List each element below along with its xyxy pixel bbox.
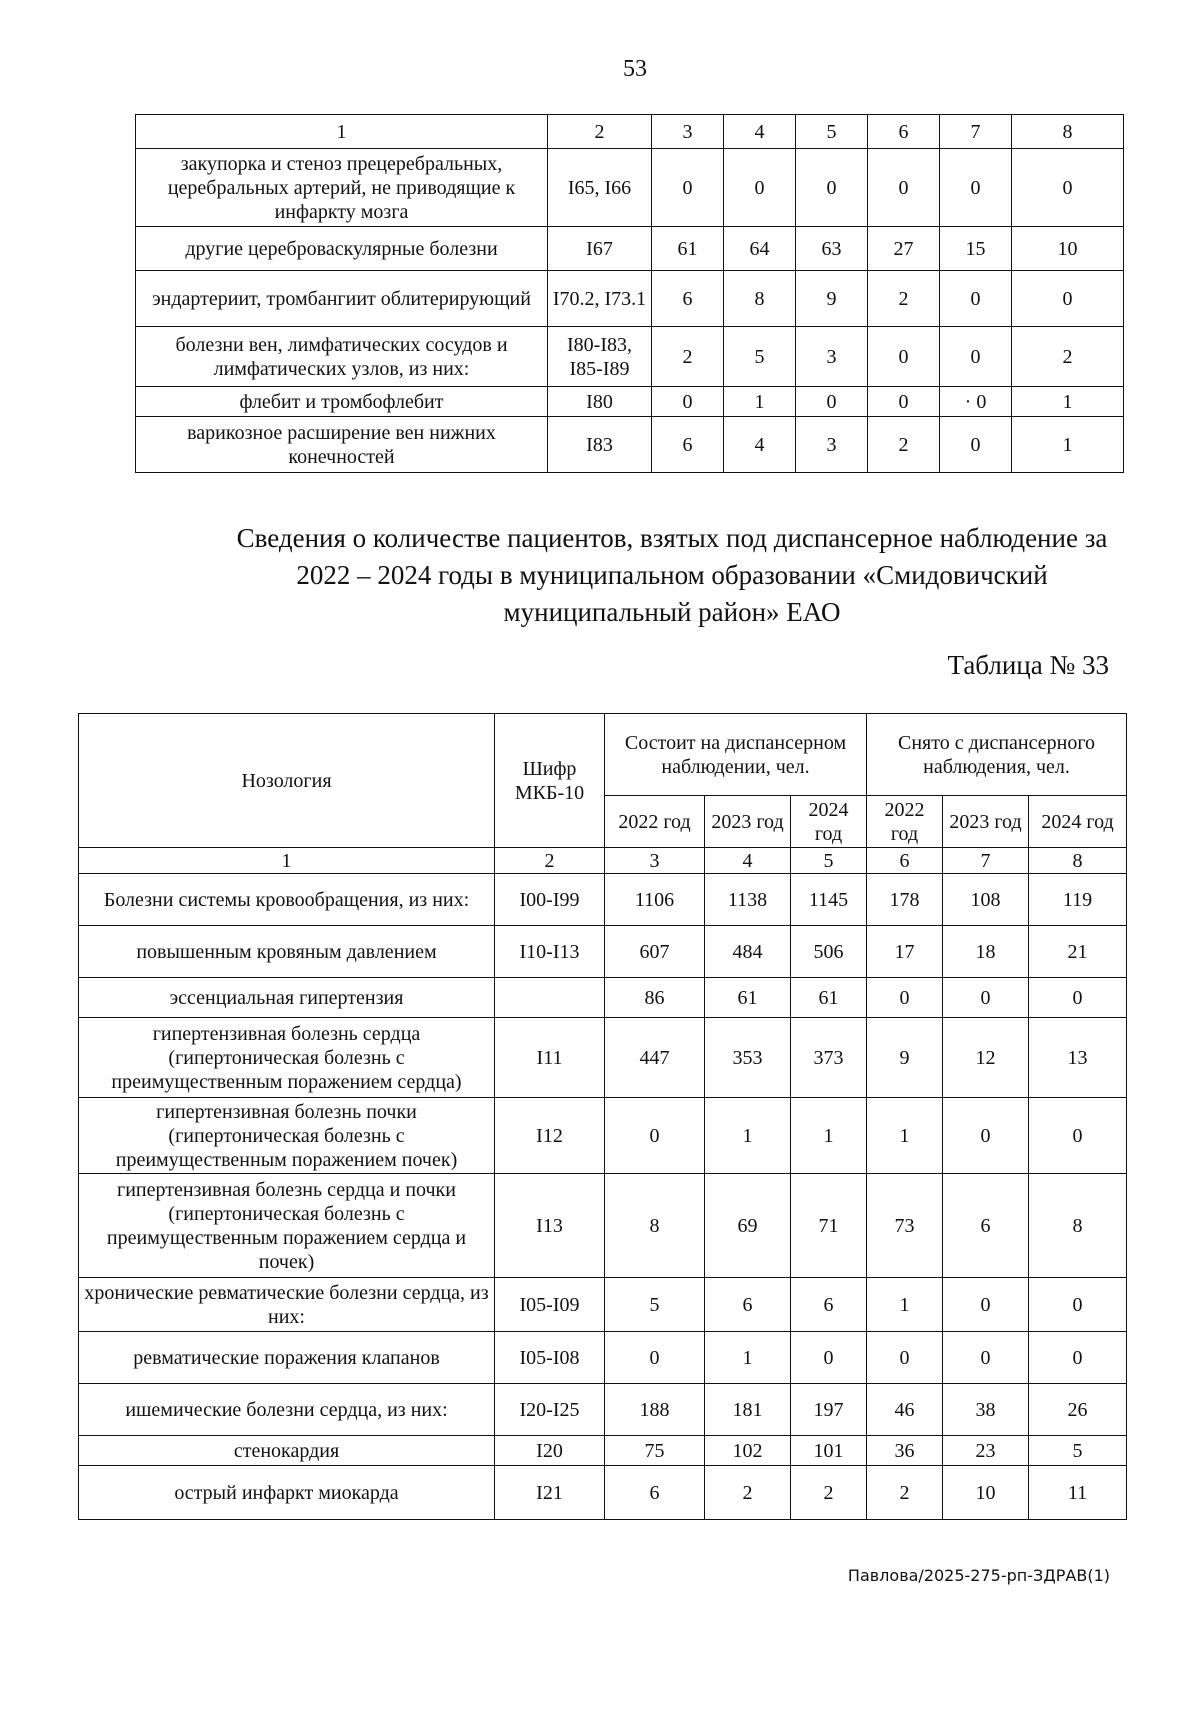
table-row [79, 926, 1127, 978]
column-number: 2 [495, 848, 605, 874]
value-cell: 17 [867, 926, 943, 978]
value-cell: 6 [791, 1278, 867, 1332]
value-cell: 2 [868, 271, 940, 327]
table-row [79, 1278, 1127, 1332]
value-cell: 1138 [705, 874, 791, 926]
table-row [136, 227, 1124, 271]
value-cell: 5 [1029, 1436, 1127, 1466]
nosology-cell: ишемические болезни сердца, из них: [79, 1384, 495, 1436]
column-number: 6 [868, 115, 940, 149]
year-header: 2023 год [705, 796, 791, 848]
dispensary-table [78, 713, 1127, 1520]
value-cell: 0 [652, 149, 724, 227]
value-cell: 1 [1012, 387, 1124, 417]
column-number: 1 [136, 115, 548, 149]
code-cell: I21 [495, 1466, 605, 1520]
value-cell: 0 [868, 327, 940, 387]
document-reference: Павлова/2025-275-рп-ЗДРАВ(1) [847, 1566, 1110, 1585]
year-header: 2022 год [605, 796, 705, 848]
value-cell: 2 [867, 1466, 943, 1520]
value-cell: 0 [943, 1332, 1029, 1384]
value-cell: · 0 [940, 387, 1012, 417]
value-cell: 8 [605, 1174, 705, 1278]
value-cell: 484 [705, 926, 791, 978]
value-cell: 197 [791, 1384, 867, 1436]
code-cell: I80 [548, 387, 652, 417]
nosology-cell: ревматические поражения клапанов [79, 1332, 495, 1384]
value-cell: 86 [605, 978, 705, 1018]
value-cell: 0 [796, 149, 868, 227]
value-cell: 12 [943, 1018, 1029, 1098]
value-cell: 2 [868, 417, 940, 473]
table-row [79, 1384, 1127, 1436]
nosology-cell: повышенным кровяным давлением [79, 926, 495, 978]
page-number: 53 [623, 56, 647, 82]
table-row [136, 387, 1124, 417]
value-cell: 6 [652, 417, 724, 473]
table-row [136, 327, 1124, 387]
value-cell: 506 [791, 926, 867, 978]
code-cell: I05-I09 [495, 1278, 605, 1332]
table-header-row [136, 115, 1124, 149]
nosology-cell: другие цереброваскулярные болезни [136, 227, 548, 271]
value-cell: 26 [1029, 1384, 1127, 1436]
nosology-cell: острый инфаркт миокарда [79, 1466, 495, 1520]
value-cell: 27 [868, 227, 940, 271]
value-cell: 10 [943, 1466, 1029, 1520]
table-label: Таблица № 33 [947, 650, 1109, 680]
value-cell: 63 [796, 227, 868, 271]
code-cell: I20-I25 [495, 1384, 605, 1436]
value-cell: 69 [705, 1174, 791, 1278]
value-cell: 0 [652, 387, 724, 417]
table-row [136, 271, 1124, 327]
code-cell: I80-I83, I85-I89 [548, 327, 652, 387]
column-number-row [79, 848, 1127, 874]
value-cell: 0 [605, 1332, 705, 1384]
year-header: 2023 год [943, 796, 1029, 848]
code-cell: I05-I08 [495, 1332, 605, 1384]
table-row [79, 1332, 1127, 1384]
column-number: 7 [940, 115, 1012, 149]
code-cell: I13 [495, 1174, 605, 1278]
value-cell: 1 [867, 1098, 943, 1174]
column-number: 6 [867, 848, 943, 874]
value-cell: 0 [868, 387, 940, 417]
value-cell: 1106 [605, 874, 705, 926]
value-cell: 0 [867, 1332, 943, 1384]
value-cell: 181 [705, 1384, 791, 1436]
value-cell: 61 [791, 978, 867, 1018]
value-cell: 0 [940, 149, 1012, 227]
table-row [79, 1018, 1127, 1098]
value-cell: 6 [705, 1278, 791, 1332]
value-cell: 8 [724, 271, 796, 327]
value-cell: 0 [1029, 1098, 1127, 1174]
nosology-cell: хронические ревматические болезни сердца, из них: [79, 1278, 495, 1332]
value-cell: 0 [1029, 1278, 1127, 1332]
value-cell: 5 [724, 327, 796, 387]
value-cell: 1 [1012, 417, 1124, 473]
value-cell: 13 [1029, 1018, 1127, 1098]
value-cell: 61 [705, 978, 791, 1018]
value-cell: 15 [940, 227, 1012, 271]
nosology-cell: эссенциальная гипертензия [79, 978, 495, 1018]
value-cell: 23 [943, 1436, 1029, 1466]
value-cell: 0 [943, 978, 1029, 1018]
value-cell: 9 [867, 1018, 943, 1098]
code-cell: I10-I13 [495, 926, 605, 978]
value-cell: 1 [705, 1098, 791, 1174]
code-cell: I00-I99 [495, 874, 605, 926]
value-cell: 0 [943, 1278, 1029, 1332]
value-cell: 64 [724, 227, 796, 271]
value-cell: 0 [724, 149, 796, 227]
value-cell: 1 [791, 1098, 867, 1174]
value-cell: 73 [867, 1174, 943, 1278]
column-number: 5 [791, 848, 867, 874]
value-cell: 1 [867, 1278, 943, 1332]
nosology-cell: стенокардия [79, 1436, 495, 1466]
nosology-cell: флебит и тромбофлебит [136, 387, 548, 417]
value-cell: 1145 [791, 874, 867, 926]
value-cell: 71 [791, 1174, 867, 1278]
table-header-row [79, 714, 1127, 796]
nosology-cell: закупорка и стеноз прецеребральных, церебральных артерий, не приводящие к инфаркту мозга [136, 149, 548, 227]
code-cell [495, 978, 605, 1018]
value-cell: 5 [605, 1278, 705, 1332]
value-cell: 119 [1029, 874, 1127, 926]
value-cell: 0 [1029, 1332, 1127, 1384]
value-cell: 373 [791, 1018, 867, 1098]
value-cell: 3 [796, 327, 868, 387]
nosology-cell: эндартериит, тромбангиит облитерирующий [136, 271, 548, 327]
value-cell: 353 [705, 1018, 791, 1098]
column-number: 5 [796, 115, 868, 149]
table-row [79, 1466, 1127, 1520]
section-heading: Сведения о количестве пациентов, взятых под диспансерное наблюдение за 2022 – 2024 годы в муниципальном образовании «Смидовичский муниципальный район» ЕАО [236, 523, 1108, 627]
value-cell: 0 [940, 271, 1012, 327]
table-row [79, 1098, 1127, 1174]
value-cell: 1 [705, 1332, 791, 1384]
nosology-cell: болезни вен, лимфатических сосудов и лимфатических узлов, из них: [136, 327, 548, 387]
value-cell: 38 [943, 1384, 1029, 1436]
column-number: 2 [548, 115, 652, 149]
table-row [79, 1436, 1127, 1466]
column-number: 8 [1012, 115, 1124, 149]
value-cell: 0 [1012, 271, 1124, 327]
year-header: 2024 год [1029, 796, 1127, 848]
nosology-cell: гипертензивная болезнь сердца (гипертоническая болезнь с преимущественным поражением сердца) [79, 1018, 495, 1098]
column-number: 8 [1029, 848, 1127, 874]
value-cell: 36 [867, 1436, 943, 1466]
code-cell: I65, I66 [548, 149, 652, 227]
value-cell: 178 [867, 874, 943, 926]
value-cell: 46 [867, 1384, 943, 1436]
value-cell: 0 [940, 327, 1012, 387]
value-cell: 2 [705, 1466, 791, 1520]
code-cell: I67 [548, 227, 652, 271]
column-number: 3 [605, 848, 705, 874]
value-cell: 0 [791, 1332, 867, 1384]
column-number: 3 [652, 115, 724, 149]
code-cell: I83 [548, 417, 652, 473]
continued-table [135, 114, 1124, 473]
code-cell: I11 [495, 1018, 605, 1098]
value-cell: 61 [652, 227, 724, 271]
registered-header: Состоит на диспансерном наблюдении, чел. [605, 714, 867, 796]
value-cell: 8 [1029, 1174, 1127, 1278]
column-number: 4 [705, 848, 791, 874]
value-cell: 1 [724, 387, 796, 417]
value-cell: 3 [796, 417, 868, 473]
code-header: Шифр МКБ-10 [495, 714, 605, 848]
value-cell: 6 [943, 1174, 1029, 1278]
table-row [79, 1174, 1127, 1278]
value-cell: 4 [724, 417, 796, 473]
removed-header: Снято с диспансерного наблюдения, чел. [867, 714, 1127, 796]
value-cell: 2 [1012, 327, 1124, 387]
value-cell: 447 [605, 1018, 705, 1098]
value-cell: 11 [1029, 1466, 1127, 1520]
value-cell: 0 [796, 387, 868, 417]
nosology-cell: варикозное расширение вен нижних конечностей [136, 417, 548, 473]
year-header: 2024 год [791, 796, 867, 848]
code-cell: I12 [495, 1098, 605, 1174]
column-number: 1 [79, 848, 495, 874]
value-cell: 108 [943, 874, 1029, 926]
value-cell: 0 [605, 1098, 705, 1174]
code-cell: I20 [495, 1436, 605, 1466]
value-cell: 188 [605, 1384, 705, 1436]
table-row [79, 978, 1127, 1018]
nosology-cell: Болезни системы кровообращения, из них: [79, 874, 495, 926]
value-cell: 9 [796, 271, 868, 327]
table-row [136, 149, 1124, 227]
value-cell: 101 [791, 1436, 867, 1466]
table-row [79, 874, 1127, 926]
value-cell: 6 [652, 271, 724, 327]
value-cell: 75 [605, 1436, 705, 1466]
value-cell: 6 [605, 1466, 705, 1520]
value-cell: 2 [791, 1466, 867, 1520]
nosology-cell: гипертензивная болезнь сердца и почки (гипертоническая болезнь с преимущественным поражением сердца и почек) [79, 1174, 495, 1278]
value-cell: 0 [943, 1098, 1029, 1174]
nosology-cell: гипертензивная болезнь почки (гипертоническая болезнь с преимущественным поражением почек) [79, 1098, 495, 1174]
year-header: 2022 год [867, 796, 943, 848]
value-cell: 0 [1012, 149, 1124, 227]
column-number: 7 [943, 848, 1029, 874]
value-cell: 607 [605, 926, 705, 978]
code-cell: I70.2, I73.1 [548, 271, 652, 327]
value-cell: 0 [867, 978, 943, 1018]
value-cell: 0 [868, 149, 940, 227]
column-number: 4 [724, 115, 796, 149]
value-cell: 18 [943, 926, 1029, 978]
value-cell: 102 [705, 1436, 791, 1466]
value-cell: 10 [1012, 227, 1124, 271]
value-cell: 0 [1029, 978, 1127, 1018]
table-row [136, 417, 1124, 473]
nosology-header: Нозология [79, 714, 495, 848]
value-cell: 0 [940, 417, 1012, 473]
value-cell: 2 [652, 327, 724, 387]
value-cell: 21 [1029, 926, 1127, 978]
